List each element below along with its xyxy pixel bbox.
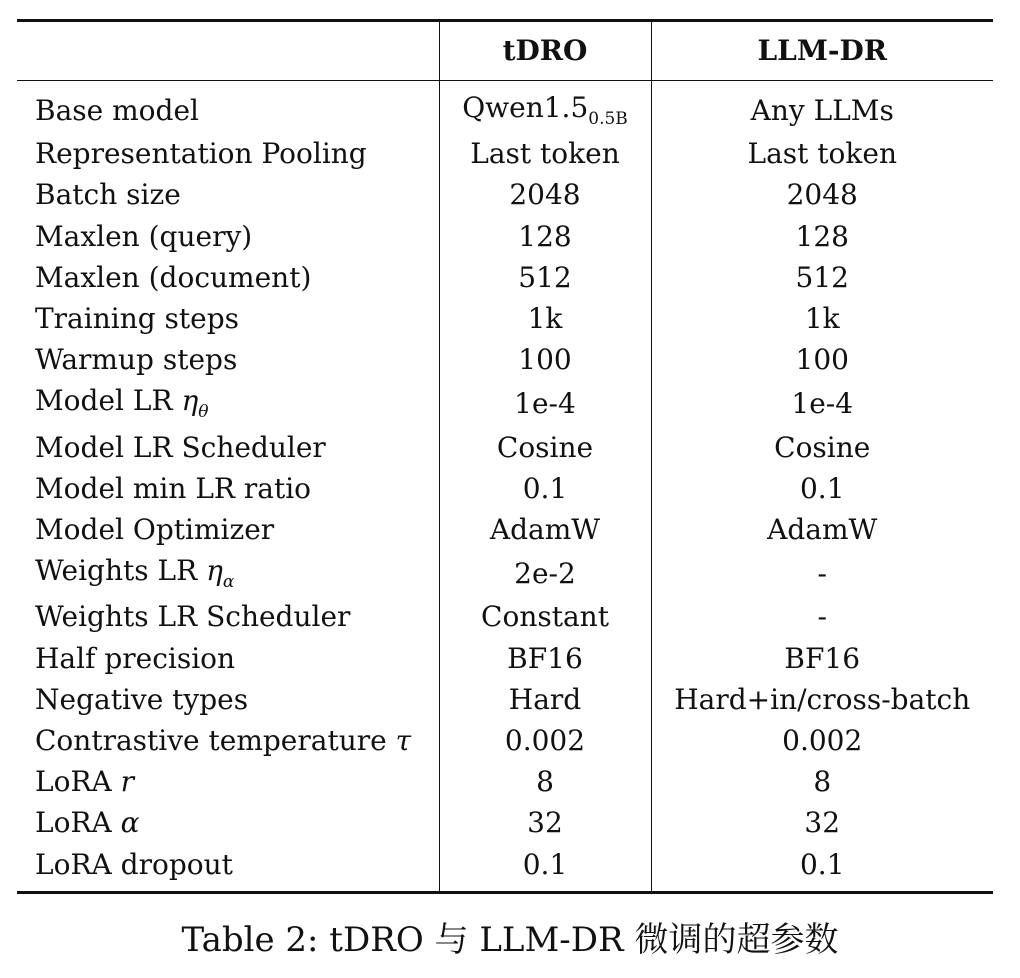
- table-row: [17, 81, 993, 134]
- tdro-value: [439, 427, 651, 468]
- tdro-value-text: Qwen1.5: [462, 91, 589, 124]
- tdro-value: [439, 720, 651, 761]
- param-label: LoRA: [35, 765, 121, 799]
- math-symbol: η: [181, 384, 199, 418]
- math-subscript: α: [222, 572, 235, 593]
- math-symbol: τ: [395, 724, 412, 758]
- tdro-value-text: BF16: [507, 641, 583, 675]
- table-body: [17, 81, 993, 893]
- param-label: Representation Pooling: [35, 137, 367, 171]
- tdro-value: [439, 509, 651, 550]
- table-row: [17, 761, 993, 802]
- llm-dr-value: -: [651, 550, 993, 596]
- param-label: Weights LR Scheduler: [35, 600, 351, 634]
- llm-dr-value: 512: [651, 257, 993, 298]
- param-label: Maxlen (query): [35, 219, 253, 253]
- table-row: [17, 679, 993, 720]
- table-row: [17, 802, 993, 843]
- tdro-value: [439, 298, 651, 339]
- tdro-value-text: 0.1: [522, 471, 568, 505]
- math-symbol: α: [120, 806, 140, 840]
- param-label: LoRA dropout: [35, 847, 233, 881]
- param-label: Model Optimizer: [35, 513, 275, 547]
- llm-dr-value: Hard+in/cross-batch: [651, 679, 993, 720]
- table-row: [17, 216, 993, 257]
- table-row: [17, 298, 993, 339]
- llm-dr-value: 0.002: [651, 720, 993, 761]
- param-name: [17, 380, 439, 426]
- param-name: [17, 679, 439, 720]
- param-label: Maxlen (document): [35, 260, 312, 294]
- tdro-value-text: 1e-4: [514, 386, 576, 420]
- table-header-row: [17, 21, 993, 81]
- llm-dr-value: 1k: [651, 298, 993, 339]
- tdro-value-text: Last token: [470, 137, 620, 171]
- param-name: [17, 638, 439, 679]
- param-name: [17, 257, 439, 298]
- tdro-value-text: 2e-2: [514, 556, 576, 590]
- llm-dr-value: 0.1: [651, 844, 993, 893]
- tdro-value-text: 100: [518, 343, 572, 377]
- param-label: Training steps: [35, 302, 240, 336]
- table-row: [17, 257, 993, 298]
- table-row: [17, 133, 993, 174]
- llm-dr-value: 1e-4: [651, 380, 993, 426]
- table-row: [17, 638, 993, 679]
- tdro-value: [439, 468, 651, 509]
- tdro-value-text: 0.1: [522, 847, 568, 881]
- tdro-value: [439, 596, 651, 637]
- tdro-value: [439, 380, 651, 426]
- param-name: [17, 339, 439, 380]
- header-tdro: tDRO: [439, 21, 651, 81]
- param-label: Model LR Scheduler: [35, 430, 326, 464]
- tdro-value: [439, 802, 651, 843]
- tdro-value: [439, 81, 651, 134]
- param-name: [17, 596, 439, 637]
- tdro-value: [439, 133, 651, 174]
- llm-dr-value: 8: [651, 761, 993, 802]
- llm-dr-value: Last token: [651, 133, 993, 174]
- tdro-value-text: 2048: [509, 178, 581, 212]
- tdro-value: [439, 174, 651, 215]
- tdro-value: [439, 216, 651, 257]
- tdro-value-text: 32: [527, 806, 563, 840]
- tdro-value-text: 0.002: [504, 724, 586, 758]
- param-name: [17, 509, 439, 550]
- param-label: Warmup steps: [35, 343, 238, 377]
- table-row: [17, 720, 993, 761]
- param-label: Model min LR ratio: [35, 471, 312, 505]
- param-name: [17, 216, 439, 257]
- param-name: [17, 427, 439, 468]
- tdro-value: [439, 638, 651, 679]
- param-name: [17, 81, 439, 134]
- tdro-value-text: 8: [536, 765, 554, 799]
- llm-dr-value: 0.1: [651, 468, 993, 509]
- llm-dr-value: BF16: [651, 638, 993, 679]
- header-llm-dr: LLM-DR: [651, 21, 993, 81]
- math-symbol: r: [120, 765, 135, 799]
- table-caption: Table 2: tDRO 与 LLM-DR 微调的超参数: [181, 920, 839, 960]
- tdro-value: [439, 339, 651, 380]
- table-row: [17, 174, 993, 215]
- param-name: [17, 844, 439, 893]
- param-name: [17, 174, 439, 215]
- table-row: [17, 550, 993, 596]
- param-label: Negative types: [35, 682, 249, 716]
- math-subscript: θ: [198, 402, 209, 423]
- tdro-value: [439, 257, 651, 298]
- tdro-value-text: Cosine: [496, 430, 594, 464]
- param-label: Base model: [35, 93, 199, 127]
- param-label: Model LR: [35, 384, 182, 418]
- param-label: Batch size: [35, 178, 181, 212]
- table-row: [17, 468, 993, 509]
- tdro-value: [439, 844, 651, 893]
- param-name: [17, 133, 439, 174]
- tdro-value-text: 128: [518, 219, 572, 253]
- table-row: [17, 427, 993, 468]
- tdro-value-text: 512: [518, 260, 572, 294]
- param-name: [17, 298, 439, 339]
- tdro-value-text: 1k: [527, 302, 563, 336]
- table-row: [17, 596, 993, 637]
- llm-dr-value: 128: [651, 216, 993, 257]
- tdro-value-text: Hard: [508, 682, 582, 716]
- param-name: [17, 550, 439, 596]
- llm-dr-value: 100: [651, 339, 993, 380]
- llm-dr-value: 2048: [651, 174, 993, 215]
- header-empty: [17, 21, 439, 81]
- table-row: [17, 509, 993, 550]
- param-label: LoRA: [35, 806, 121, 840]
- tdro-value: [439, 679, 651, 720]
- param-label: Contrastive temperature: [35, 724, 396, 758]
- param-name: [17, 802, 439, 843]
- llm-dr-value: Any LLMs: [651, 81, 993, 134]
- llm-dr-value: 32: [651, 802, 993, 843]
- table-row: [17, 339, 993, 380]
- table-row: [17, 380, 993, 426]
- tdro-value-subscript: 0.5B: [588, 109, 628, 129]
- math-symbol: η: [206, 554, 223, 588]
- llm-dr-value: AdamW: [651, 509, 993, 550]
- tdro-value: [439, 761, 651, 802]
- tdro-value-text: Constant: [481, 600, 609, 634]
- tdro-value-text: AdamW: [489, 513, 601, 547]
- llm-dr-value: -: [651, 596, 993, 637]
- param-label: Weights LR: [35, 554, 207, 588]
- table-row: [17, 844, 993, 893]
- param-name: [17, 720, 439, 761]
- param-name: [17, 468, 439, 509]
- param-label: Half precision: [35, 641, 236, 675]
- llm-dr-value: Cosine: [651, 427, 993, 468]
- param-name: [17, 761, 439, 802]
- tdro-value: [439, 550, 651, 596]
- hyperparameter-table: [17, 19, 993, 894]
